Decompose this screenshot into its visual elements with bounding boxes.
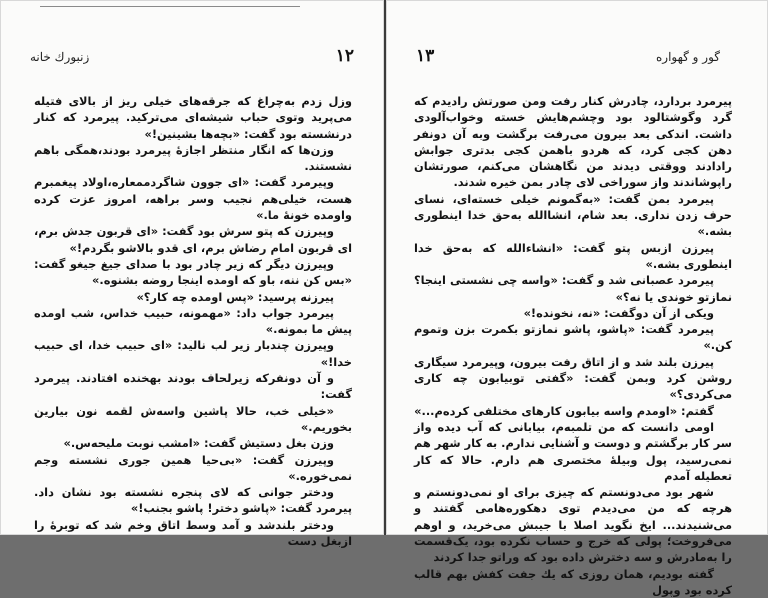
running-head: زنبورك خانه: [30, 50, 90, 64]
paragraph: پیرزن ازبس پتو گفت: «انشاءالله که به‌حق خدا اینطوری بشه.»: [414, 240, 732, 271]
page-number: ۱۳: [416, 46, 435, 66]
paragraph: وزل زدم به‌چراغ که جرقه‌های خیلی ریز از بالای فتیله می‌پرید وتوی حباب شیشه‌ای می‌ترکید. پیرمرد که کنار درنشسته بود گفت: «بچه‌ها بشینین!»: [34, 94, 352, 141]
page-number: ۱۲: [335, 46, 354, 66]
paragraph: اومی دانست که من تلمبه‌م، بیابانی که آب دیده واز سر کار برگشتم و دوست و آشنایی ندارم. به کار شهر هم نمی‌رسید، پول وبیلهٔ مختصری هم دارم. حالا که کار تعطیله آمدم: [414, 419, 732, 483]
paragraph: پیرزنه پرسید: «پس اومده چه کار؟»: [136, 289, 334, 304]
paragraph: شهر بود می‌دونستم که چیزی برای او نمی‌دونستم و هرچه که من می‌دیدم توی دهکوره‌هامی گفتند و می‌شنیدند... ایخ نگوید اصلا با جیبش می‌خرید، و اوهم می‌فروخت؛ پولی که خرج و حساب نکرده بود، یک‌قسمت را به‌مادرش و سه دخترش داده بود که وراتو جدا کردند: [414, 485, 732, 565]
paragraph: ودختر جوانی که لای پنجره نشسته بود نشان داد. پیرمرد گفت: «پاشو دختر! پاشو بجنب!»: [34, 485, 352, 516]
paragraph: وپیرزن که پتو سرش بود گفت: «ای قربون جدش برم، ای قربون امام رضاش برم، ای قدو بالاشو بگردم!»: [34, 224, 352, 255]
paragraph: وپیرزن چندبار زیر لب نالید: «ای حبیب خدا، ای حبیب خدا!»: [34, 338, 352, 369]
paragraph: پیرزن بلند شد و از اتاق رفت بیرون، وپیرمرد سیگاری روشن کرد وبمن گفت: «گفتی توبیابون چه کاری می‌کردی؟»: [414, 354, 732, 402]
left-page: [0, 0, 384, 549]
paragraph: و آن دونفرکه زیرلحاف بودند بهخنده افتادند. پیرمرد گفت:: [34, 371, 352, 402]
paragraph: پیرمرد عصبانی شد و گفت: «واسه چی نشستی اینجا؟ نمازتو خوندی یا نه؟»: [414, 273, 732, 304]
paragraph: وزن‌ها که انگار منتظر اجازهٔ پیرمرد بودند،همگی باهم نشستند.: [34, 142, 352, 174]
paragraph: وزن بغل دستیش گفت: «امشب نوبت ملیحه‌س.»: [63, 436, 334, 451]
paragraph: پیرمرد بمن گفت: «به‌گمونم خیلی خسته‌ای، نسای حرف زدن نداری. بعد شام، انشاالله به‌حق خدا اینطوری بشه.»: [414, 191, 732, 239]
running-head: گور و گهواره: [656, 50, 720, 64]
paragraph: ویکی از آن دوگفت: «نه، نخونده!»: [523, 305, 714, 320]
paragraph: ودختر بلندشد و آمد وسط اتاق وخم شد که توبرهٔ را ازبغل دست: [34, 517, 352, 549]
paragraph: گفته بودیم، همان روزی که یك جفت کفش بهم قالب کرده بود وپول: [414, 566, 732, 597]
page-header: [386, 46, 768, 70]
right-page: [386, 0, 768, 597]
paragraph: گفتم: «اومدم واسه بیابون کارهای مختلفی کرده‌م...»: [414, 403, 714, 418]
paragraph: پیرمرد گفت: «پاشو، پاشو نمازتو بکمرت بزن وتموم کن.»: [414, 322, 732, 353]
page-header: [0, 46, 384, 70]
paragraph: «خیلی خب، حالا پاشین واسه‌ش لقمه نون بیارین بخوریم.»: [34, 403, 352, 434]
page-body-text: [414, 93, 732, 598]
paragraph: وپیرزن گفت: «بی‌حیا همین جوری نشسته وجم نمی‌خوره.»: [34, 452, 352, 483]
paragraph: پیرمرد جواب داد: «مهمونه، حبیب خداس، شب اومده پیش ما بمونه.»: [34, 305, 352, 337]
paragraph: پیرمرد بردارد، چادرش کنار رفت ومن صورتش رادیدم که گرد وگوشتالود بود وچشم‌هایش خسته وخواب‌آلودی داشت. اندکی بعد بیرون می‌رفت برگشت وبه آن دونفر دهن کجی کرد، که هردو باهمن کجی بدتری جوابش رادادند ووقتی دیدند من نگاهشان می‌کنم، صورتشان راپوشاندند واز سوراخی لای چادر بمن خیره شدند.: [414, 94, 732, 190]
page-body-text: [34, 93, 352, 549]
paragraph: وپیرزن دیگر که زیر چادر بود با صدای جیغ جیغو گفت: «بس کن ننه، باو که اومده اینجا روضه بشنوه.»: [34, 256, 352, 288]
top-rule: [40, 6, 300, 7]
paragraph: وپیرمرد گفت: «ای جوون شاگردممعاره،اولاد پیغمبرم هست، خیلی‌هم نجیب وسر براهه، امروز عزت کرده واومده خونهٔ ما.»: [34, 175, 352, 223]
